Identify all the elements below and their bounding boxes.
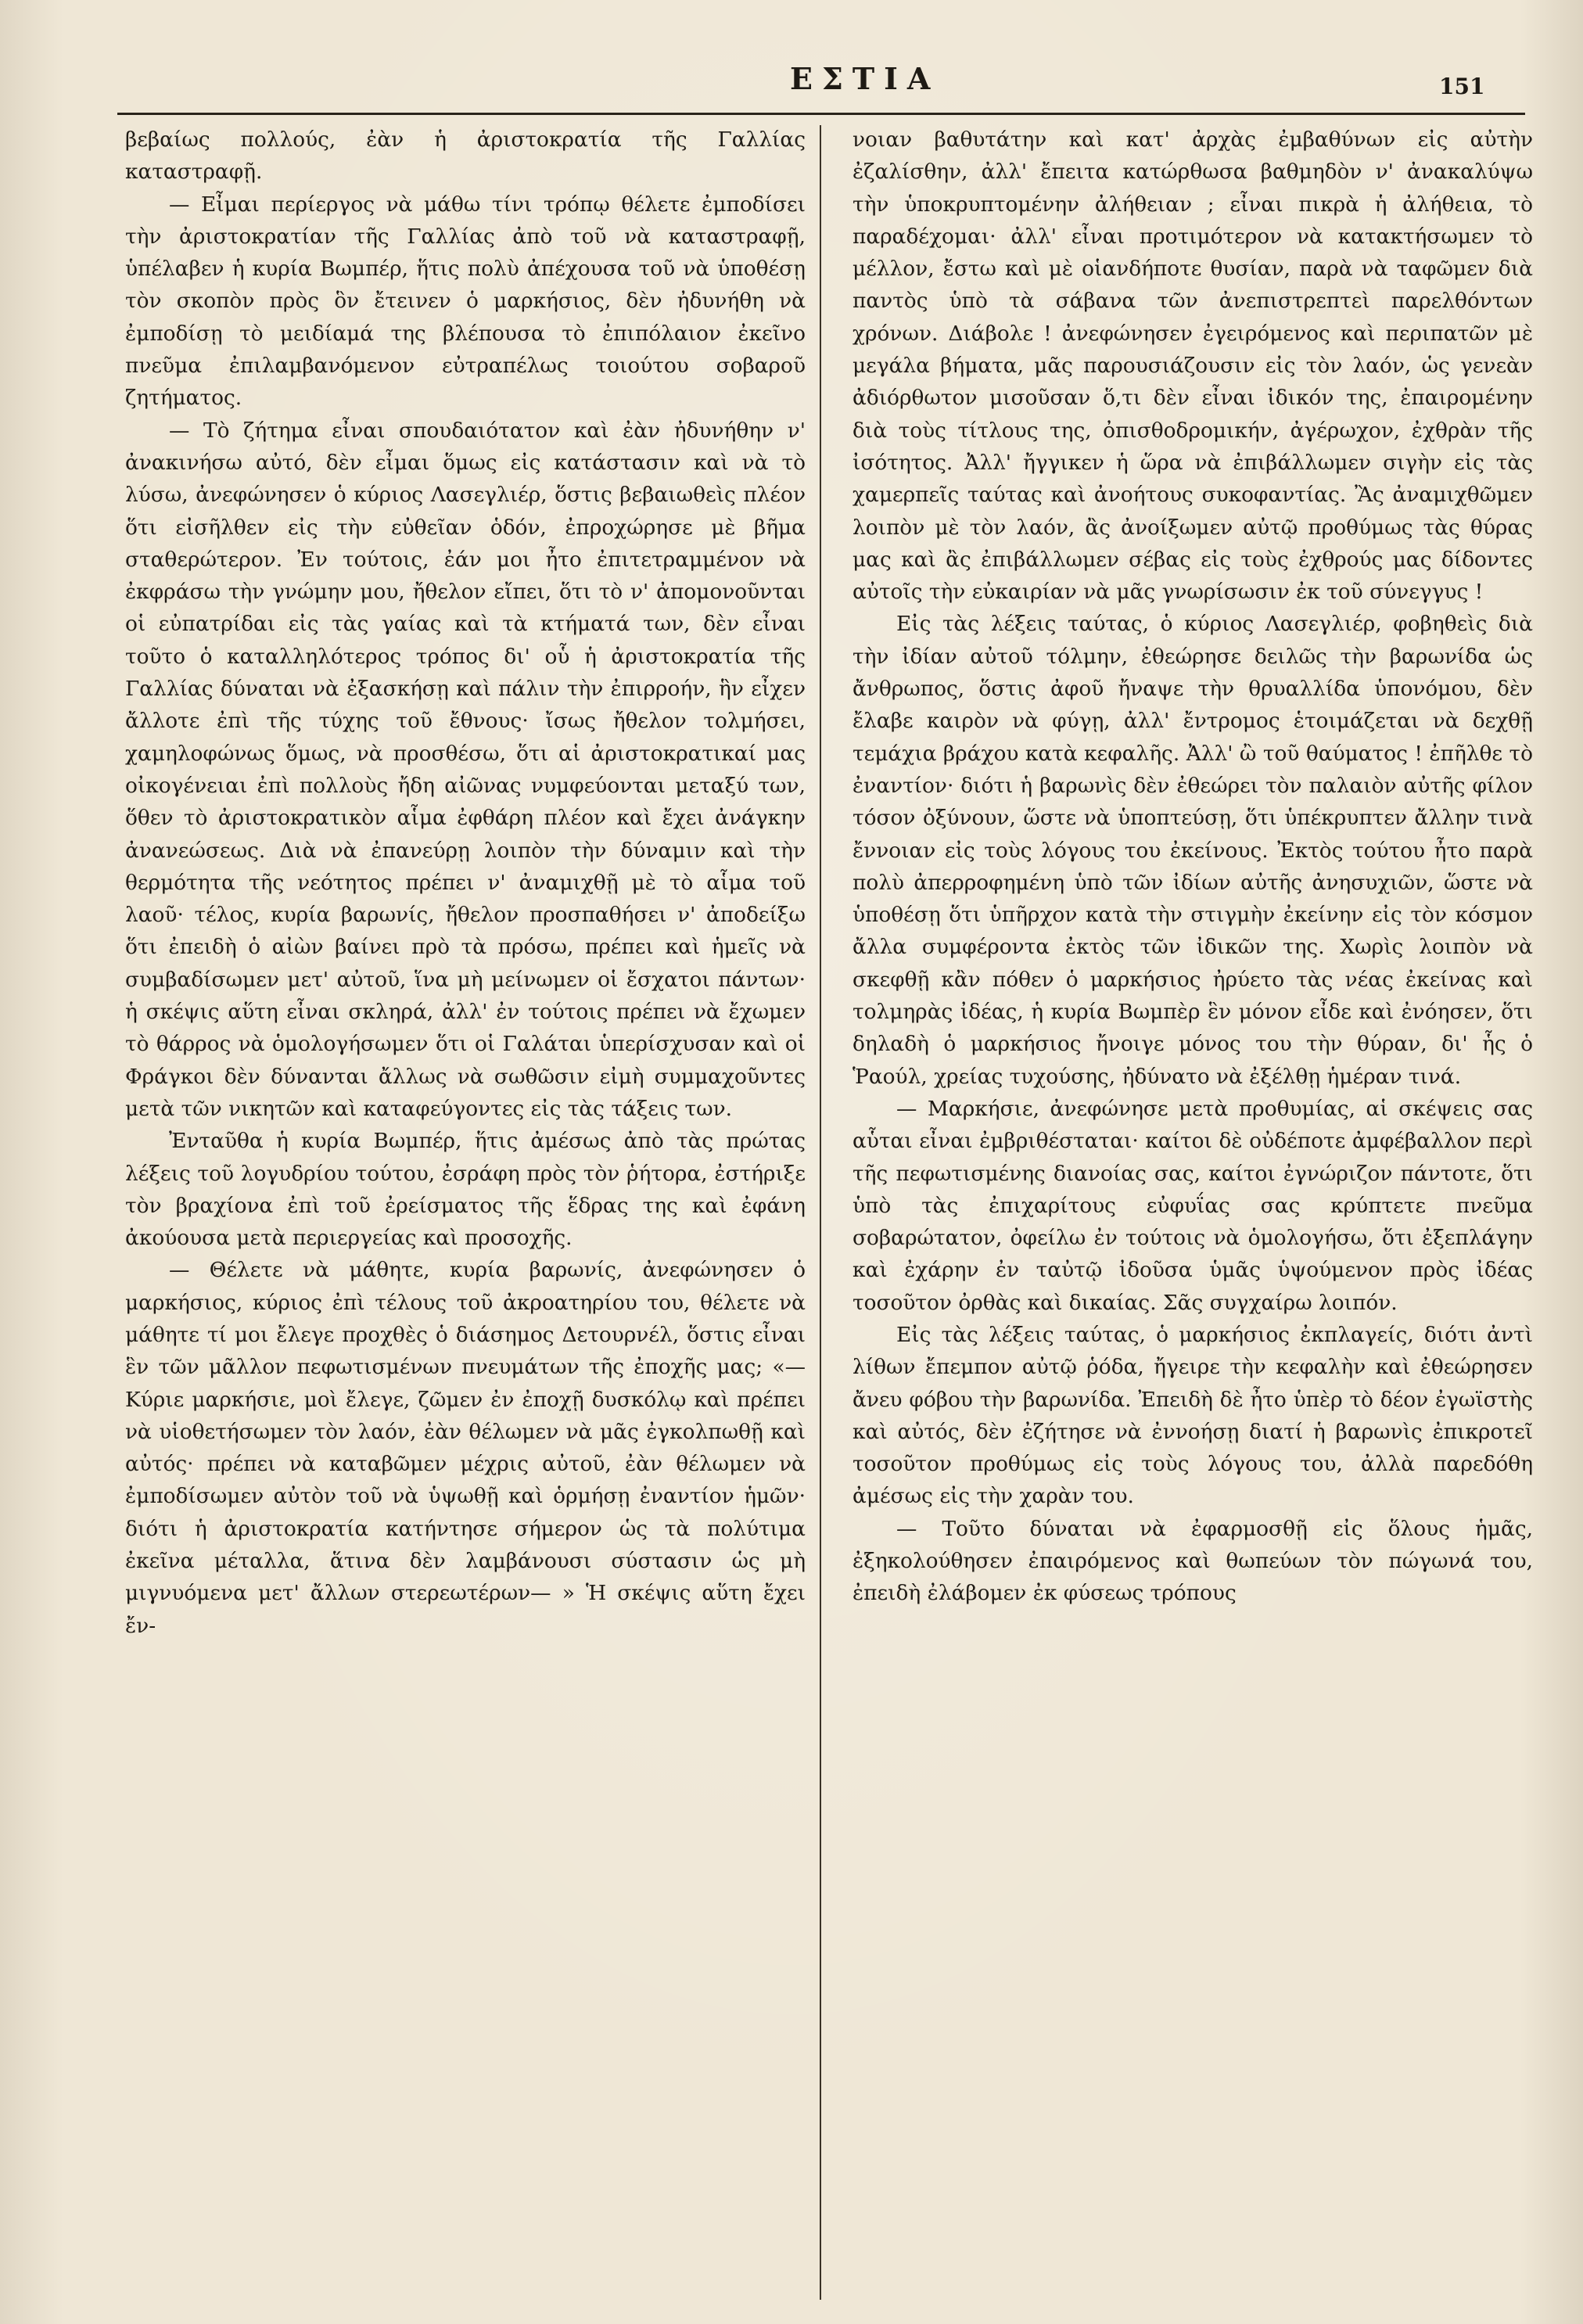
paragraph: — Θέλετε νὰ μάθητε, κυρία βαρωνίς, ἀνεφώνησεν ὁ μαρκήσιος, κύριος ἐπὶ τέλους τοῦ ἀκροατηρίου του, θέλετε νὰ μάθητε τί μοι ἔλεγε προχθὲς ὁ διάσημος Δετουρνέλ, ὅστις εἶναι ἓν τῶν μᾶλλον πεφωτισμένων πνευμάτων τῆς ἐποχῆς μας; «— Κύριε μαρκήσιε, μοὶ ἔλεγε, ζῶμεν ἐν ἐποχῇ δυσκόλῳ καὶ πρέπει νὰ υἱοθετήσωμεν τὸν λαόν, ἐὰν θέλωμεν νὰ μᾶς ἐγκολπωθῇ καὶ αὐτός· πρέπει νὰ καταβῶμεν μέχρις αὐτοῦ, ἐὰν θέλωμεν νὰ ἐμποδίσωμεν αὐτὸν τοῦ νὰ ὑψωθῇ καὶ ὁρμήσῃ ἐναντίον ἡμῶν· διότι ἡ ἀριστοκρατία κατήντησε σήμερον ὡς τὰ πολύτιμα ἐκεῖνα μέταλλα, ἅτινα δὲν λαμβάνουσι σύστασιν ὡς μὴ μιγνυόμενα μετ' ἄλλων στερεωτέρων— » Ἡ σκέψις αὕτη ἔχει ἔν- <box>125 1258 806 1638</box>
paragraph: Ἐνταῦθα ἡ κυρία Βωμπέρ, ἥτις ἀμέσως ἀπὸ τὰς πρώτας λέξεις τοῦ λογυδρίου τούτου, ἐσράφη πρὸς τὸν ῥήτορα, ἐστήριξε τὸν βραχίονα ἐπὶ τοῦ ἐρείσματος τῆς ἕδρας της καὶ ἐφάνη ἀκούουσα μετὰ περιεργείας καὶ προσοχῆς. <box>125 1129 806 1251</box>
paragraph: Εἰς τὰς λέξεις ταύτας, ὁ μαρκήσιος ἐκπλαγείς, διότι ἀντὶ λίθων ἔπεμπον αὐτῷ ῥόδα, ἤγειρε τὴν κεφαλὴν καὶ ἐθεώρησεν ἄνευ φόβου τὴν βαρωνίδα. Ἐπειδὴ δὲ ἦτο ὑπὲρ τὸ δέον ἐγωϊστὴς καὶ αὐτός, δὲν ἐζήτησε νὰ ἐννοήσῃ διατί ἡ βαρωνὶς ἐπικροτεῖ τοσοῦτον προθύμως εἰς τοὺς λόγους του, ἀλλὰ παρεδόθη ἀμέσως εἰς τὴν χαρὰν του. <box>853 1322 1533 1509</box>
right-column <box>853 124 1533 1610</box>
paragraph: — Μαρκήσιε, ἀνεφώνησε μετὰ προθυμίας, αἱ σκέψεις σας αὗται εἶναι ἐμβριθέσταται· καίτοι δὲ οὐδέποτε ἀμφέβαλλον περὶ τῆς πεφωτισμένης διανοίας σας, καίτοι ἐγνώριζον πάντοτε, ὅτι ὑπὸ τὰς ἐπιχαρίτους εὐφυΐας σας κρύπτετε πνεῦμα σοβαρώτατον, ὀφείλω ἐν τούτοις νὰ ὁμολογήσω, ὅτι ἐξεπλάγην καὶ ἐχάρην ἐν ταὐτῷ ἰδοῦσα ὑμᾶς ὑψούμενον πρὸς ἰδέας τοσοῦτον ὀρθὰς καὶ δικαίας. Σᾶς συγχαίρω λοιπόν. <box>853 1096 1533 1315</box>
paragraph: βεβαίως πολλούς, ἐὰν ἡ ἀριστοκρατία τῆς Γαλλίας καταστραφῇ. <box>125 128 806 185</box>
page-number: 151 <box>1439 74 1485 99</box>
header-rule <box>117 113 1525 115</box>
paragraph: — Εἶμαι περίεργος νὰ μάθω τίνι τρόπῳ θέλετε ἐμποδίσει τὴν ἀριστοκρατίαν τῆς Γαλλίας ἀπὸ τοῦ νὰ καταστραφῇ, ὑπέλαβεν ἡ κυρία Βωμπέρ, ἥτις πολὺ ἀπέχουσα τοῦ νὰ ὑποθέσῃ τὸν σκοπὸν πρὸς ὃν ἔτεινεν ὁ μαρκήσιος, δὲν ἠδυνήθη νὰ ἐμποδίσῃ τὸ μειδίαμά της βλέπουσα τὸ ἐπιπόλαιον ἐκεῖνο πνεῦμα ἐπιλαμβανόμενον εὐτραπέλως τοιούτου σοβαροῦ ζητήματος. <box>125 192 806 411</box>
left-column <box>125 124 806 1642</box>
running-head: ΕΣΤΙΑ <box>790 61 940 96</box>
paragraph: Εἰς τὰς λέξεις ταύτας, ὁ κύριος Λασεγλιέρ, φοβηθεὶς διὰ τὴν ἰδίαν αὐτοῦ τόλμην, ἐθεώρησε δειλῶς τὴν βαρωνίδα ὡς ἄνθρωπος, ὅστις ἀφοῦ ἤναψε τὴν θρυαλλίδα ὑπονόμου, δὲν ἔλαβε καιρὸν νὰ φύγῃ, ἀλλ' ἔντρομος ἑτοιμάζεται νὰ δεχθῇ τεμάχια βράχου κατὰ κεφαλῆς. Ἀλλ' ὢ τοῦ θαύματος ! ἐπῆλθε τὸ ἐναντίον· διότι ἡ βαρωνὶς δὲν ἐθεώρει τὸν παλαιὸν αὐτῆς φίλον τόσον ὀξύνουν, ὥστε νὰ ὑποπτεύσῃ, ὅτι ὑπέκρυπτεν ἄλλην τινὰ ἔννοιαν εἰς τοὺς λόγους του ἐκείνους. Ἐκτὸς τούτου ἦτο παρὰ πολὺ ἀπερροφημένη ὑπὸ τῶν ἰδίων αὐτῆς ἀνησυχιῶν, ὥστε νὰ ὑποθέσῃ ὅτι ὑπῆρχον κατὰ τὴν στιγμὴν ἐκείνην εἰς τὸν κόσμον ἄλλα συμφέροντα ἐκτὸς τῶν ἰδικῶν της. Χωρὶς λοιπὸν νὰ σκεφθῇ κἂν πόθεν ὁ μαρκήσιος ἠρύετο τὰς νέας ἐκείνας καὶ τολμηρὰς ἰδέας, ἡ κυρία Βωμπὲρ ἓν μόνον εἶδε καὶ ἐνόησεν, ὅτι δηλαδὴ ὁ μαρκήσιος ἤνοιγε μόνος του τὴν θύραν, δι' ἧς ὁ Ῥαούλ, χρείας τυχούσης, ἠδύνατο νὰ ἐξέλθῃ ἡμέραν τινά. <box>853 612 1533 1089</box>
paragraph: νοιαν βαθυτάτην καὶ κατ' ἀρχὰς ἐμβαθύνων εἰς αὐτὴν ἐζαλίσθην, ἀλλ' ἔπειτα κατώρθωσα βαθμηδὸν ν' ἀνακαλύψω τὴν ὑποκρυπτομένην ἀλήθειαν ; εἶναι πικρὰ ἡ ἀλήθεια, τὸ παραδέχομαι· ἀλλ' εἶναι προτιμότερον νὰ κατακτήσωμεν τὸ μέλλον, ἔστω καὶ μὲ οἱανδήποτε θυσίαν, παρὰ νὰ ταφῶμεν διὰ παντὸς ὑπὸ τὰ σάβανα τῶν ἀνεπιστρεπτεὶ παρελθόντων χρόνων. Διάβολε ! ἀνεφώνησεν ἐγειρόμενος καὶ περιπατῶν μὲ μεγάλα βήματα, μᾶς παρουσιάζουσιν εἰς τὸν λαόν, ὡς γενεὰν ἀδιόρθωτον μισοῦσαν ὅ,τι δὲν εἶναι ἰδικόν της, ἐπαιρομένην διὰ τοὺς τίτλους της, ὀπισθοδρομικήν, ἀγέρωχον, ἐχθρὰν τῆς ἰσότητος. Ἀλλ' ἤγγικεν ἡ ὥρα νὰ ἐπιβάλλωμεν σιγὴν εἰς τὰς χαμερπεῖς ταύτας καὶ ἀνοήτους συκοφαντίας. Ἂς ἀναμιχθῶμεν λοιπὸν μὲ τὸν λαόν, ἂς ἀνοίξωμεν αὐτῷ προθύμως τὰς θύρας μας καὶ ἂς ἐπιβάλλωμεν σέβας εἰς τοὺς ἐχθρούς μας δίδοντες αὐτοῖς τὴν εὐκαιρίαν νὰ μᾶς γνωρίσωσιν ἐκ τοῦ σύνεγγυς ! <box>853 128 1533 605</box>
paragraph: — Τοῦτο δύναται νὰ ἐφαρμοσθῇ εἰς ὅλους ἡμᾶς, ἐξηκολούθησεν ἐπαιρόμενος καὶ θωπεύων τὸν πώγωνά του, ἐπειδὴ ἐλάβομεν ἐκ φύσεως τρόπους <box>853 1516 1533 1606</box>
paragraph: — Τὸ ζήτημα εἶναι σπουδαιότατον καὶ ἐὰν ἠδυνήθην ν' ἀνακινήσω αὐτό, δὲν εἶμαι ὅμως εἰς κατάστασιν καὶ νὰ τὸ λύσω, ἀνεφώνησεν ὁ κύριος Λασεγλιέρ, ὅστις βεβαιωθεὶς πλέον ὅτι εἰσῆλθεν εἰς τὴν εὐθεῖαν ὁδόν, ἐπροχώρησε μὲ βῆμα σταθερώτερον. Ἐν τούτοις, ἐάν μοι ἦτο ἐπιτετραμμένον νὰ ἐκφράσω τὴν γνώμην μου, ἤθελον εἴπει, ὅτι τὸ ν' ἀπομονοῦνται οἱ εὐπατρίδαι εἰς τὰς γαίας καὶ τὰ κτήματά των, δὲν εἶναι τοῦτο ὁ καταλληλότερος τρόπος δι' οὗ ἡ ἀριστοκρατία τῆς Γαλλίας δύναται νὰ ἐξασκήσῃ καὶ πάλιν τὴν ἐπιρροήν, ἣν εἶχεν ἄλλοτε ἐπὶ τῆς τύχης τοῦ ἔθνους· ἴσως ἤθελον τολμήσει, χαμηλοφώνως ὅμως, νὰ προσθέσω, ὅτι αἱ ἀριστοκρατικαί μας οἰκογένειαι ἐπὶ πολλοὺς ἤδη αἰῶνας νυμφεύονται μεταξύ των, ὅθεν τὸ ἀριστοκρατικὸν αἷμα ἐφθάρη πλέον καὶ ἔχει ἀνάγκην ἀνανεώσεως. Διὰ νὰ ἐπανεύρῃ λοιπὸν τὴν δύναμιν καὶ τὴν θερμότητα τῆς νεότητος πρέπει ν' ἀναμιχθῇ μὲ τὸ αἷμα τοῦ λαοῦ· τέλος, κυρία βαρωνίς, ἤθελον προσπαθήσει ν' ἀποδείξω ὅτι ἐπειδὴ ὁ αἰὼν βαίνει πρὸ τὰ πρόσω, πρέπει καὶ ἡμεῖς νὰ συμβαδίσωμεν μετ' αὐτοῦ, ἵνα μὴ μείνωμεν οἱ ἔσχατοι πάντων· ἡ σκέψις αὕτη εἶναι σκληρά, ἀλλ' ἐν τούτοις πρέπει νὰ ἔχωμεν τὸ θάρρος νὰ ὁμολογήσωμεν ὅτι οἱ Γαλάται ὑπερίσχυσαν καὶ οἱ Φράγκοι δὲν δύνανται ἄλλως νὰ σωθῶσιν εἰμὴ συμμαχοῦντες μετὰ τῶν νικητῶν καὶ καταφεύγοντες εἰς τὰς τάξεις των. <box>125 418 806 1121</box>
column-divider <box>820 125 821 2300</box>
